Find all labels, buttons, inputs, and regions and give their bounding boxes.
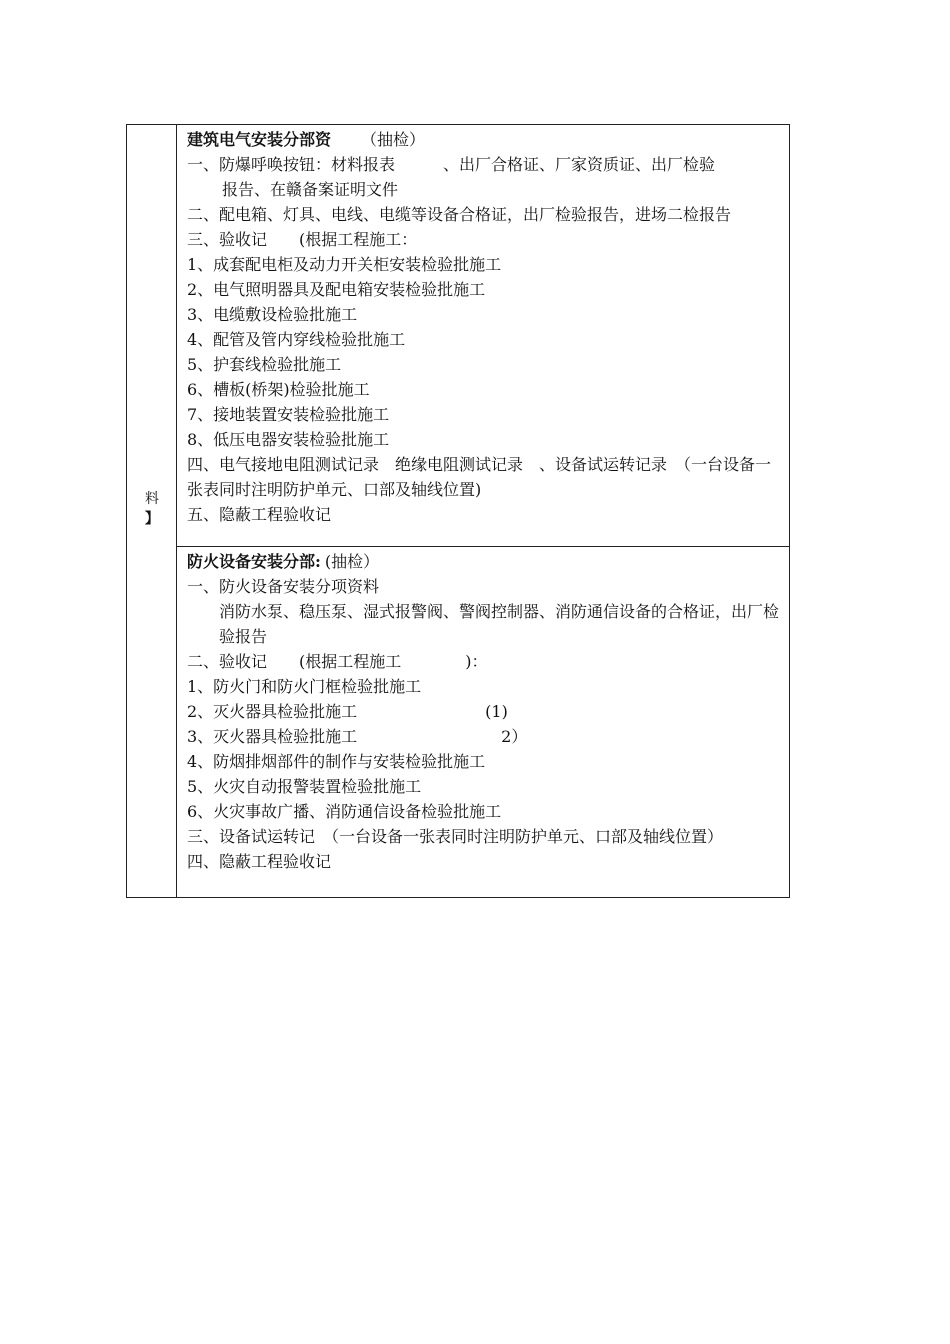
list-item: 二、验收记 (根据工程施工 )： [187,652,488,671]
list-item: 7、接地装置安装检验批施工 [187,405,390,424]
electrical-section [177,125,789,547]
list-item: 2、电气照明器具及配电箱安装检验批施工 [187,280,486,299]
list-item: 6、火灾事故广播、消防通信设备检验批施工 [187,802,502,821]
content-column [177,125,789,897]
list-item: 1、成套配电柜及动力开关柜安装检验批施工 [187,255,502,274]
fire-section-title [187,549,783,574]
list-item: 6、槽板(桥架)检验批施工 [187,380,370,399]
list-item: 四、隐蔽工程验收记 [187,852,332,871]
section-title-text: 防火设备安装分部: [187,552,321,571]
list-item: 4、配管及管内穿线检验批施工 [187,330,406,349]
list-item: 4、防烟排烟部件的制作与安装检验批施工 [187,752,486,771]
section-title-note: (抽检） [324,552,380,571]
list-item: 一、防爆呼唤按钮：材料报表 、出厂合格证、厂家资质证、出厂检验 [187,155,716,174]
side-label-char: 料 [145,491,159,507]
list-item: 一、防火设备安装分项资料 [187,577,380,596]
document-table [126,124,790,898]
list-item: 5、火灾自动报警装置检验批施工 [187,777,422,796]
list-item: 二、配电箱、灯具、电线、电缆等设备合格证，出厂检验报告，进场二检报告 [187,205,732,224]
list-item: 消防水泵、稳压泵、湿式报警阀、警阀控制器、消防通信设备的合格证，出厂检验报告 [219,602,780,646]
section-title-text: 建筑电气安装分部资 [187,130,332,149]
list-item: 1、防火门和防火门框检验批施工 [187,677,422,696]
list-item: 8、低压电器安装检验批施工 [187,430,390,449]
fire-protection-section [177,547,789,874]
list-item: 2、灭火器具检验批施工 (1) [187,702,508,721]
electrical-section-title [187,127,783,152]
list-item: 四、电气接地电阻测试记录 绝缘电阻测试记录 、设备试运转记录 （一台设备一张表同时注明防护单元、口部及轴线位置) [187,455,772,499]
list-item: 3、电缆敷设检验批施工 [187,305,358,324]
list-item: 三、设备试运转记 （一台设备一张表同时注明防护单元、口部及轴线位置） [187,827,724,846]
list-item: 3、灭火器具检验批施工 2） [187,727,528,746]
section-title-note: （抽检） [361,130,426,149]
list-item: 5、护套线检验批施工 [187,355,342,374]
side-label-bracket: 】 [145,511,159,527]
list-item: 报告、在赣备案证明文件 [222,180,399,199]
side-column [127,125,177,897]
list-item: 五、隐蔽工程验收记 [187,505,332,524]
list-item: 三、验收记 (根据工程施工： [187,230,418,249]
